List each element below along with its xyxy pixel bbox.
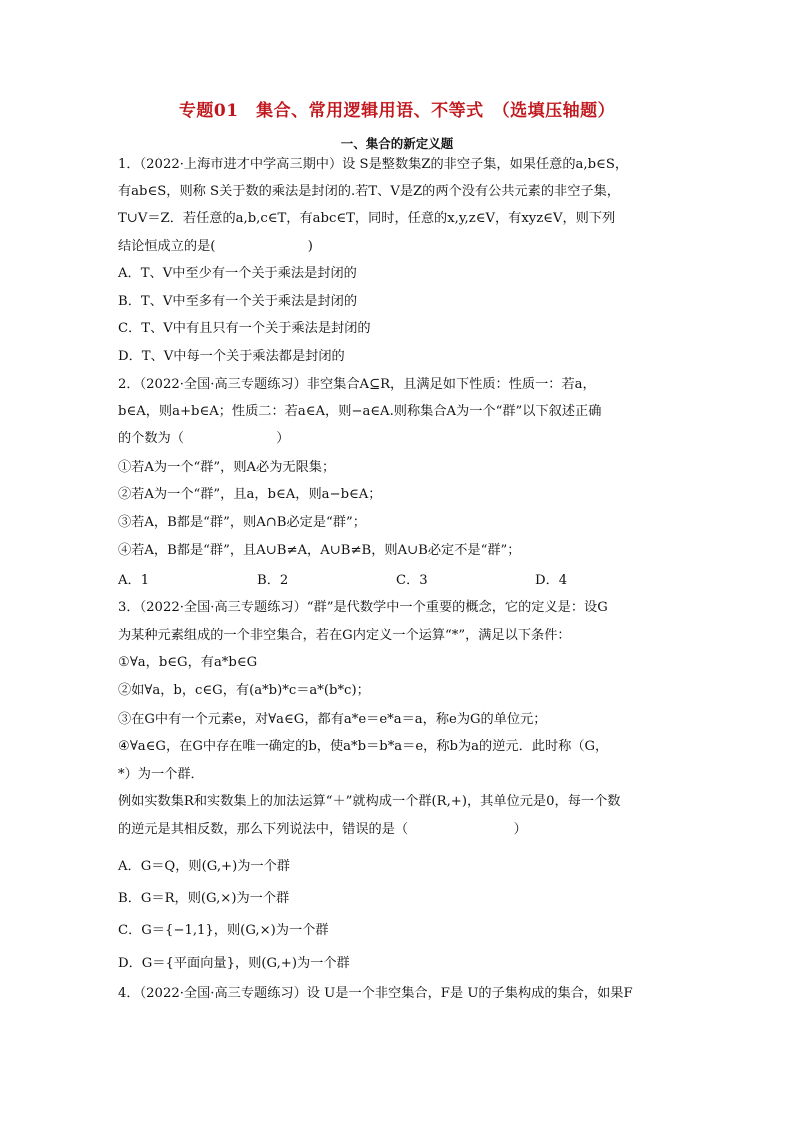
q3-option-b: B．G＝R，则(G,×)为一个群 xyxy=(118,891,290,906)
q2-line-2: b∈A，则a+b∈A；性质二：若a∈A，则−a∈A.则称集合A为一个“群”以下叙述正确 xyxy=(118,404,602,419)
q3-option-c: C．G＝{−1,1}，则(G,×)为一个群 xyxy=(118,923,329,938)
q1-line-1: 1．（2022·上海市进才中学高三期中）设 S是整数集Z的非空子集，如果任意的a,b∈S， xyxy=(118,157,629,172)
q2-option-c: C．3 xyxy=(396,573,428,588)
q2-option-a: A．1 xyxy=(118,573,150,588)
q1-option-b: B．T、V中至多有一个关于乘法是封闭的 xyxy=(118,294,358,309)
q1-option-d: D．T、V中每一个关于乘法都是封闭的 xyxy=(118,349,345,364)
q2-option-d: D．4 xyxy=(535,573,568,588)
q3-line-1: 3．（2022·全国·高三专题练习）“群”是代数学中一个重要的概念，它的定义是：设G xyxy=(118,600,608,615)
q4-line-1: 4．（2022·全国·高三专题练习）设 U是一个非空集合，F是 U的子集构成的集合，如果F xyxy=(118,986,633,1001)
q2-line-1: 2．（2022·全国·高三专题练习）非空集合A⊆R，且满足如下性质：性质一：若a， xyxy=(118,377,596,392)
q2-statement-1: ①若A为一个“群”，则A必为无限集； xyxy=(118,460,336,475)
q3-line-2: 为某种元素组成的一个非空集合，若在G内定义一个运算“*”，满足以下条件： xyxy=(118,628,571,643)
q2-option-b: B．2 xyxy=(257,573,289,588)
q3-condition-4: ④∀a∈G，在G中存在唯一确定的b，使a*b＝b*a＝e，称b为a的逆元．此时称（G， xyxy=(118,739,609,754)
q3-line-9: 的逆元是其相反数，那么下列说法中，错误的是（ ） xyxy=(118,822,527,837)
q1-line-3: T∪V＝Z．若任意的a,b,c∈T，有abc∈T，同时，任意的x,y,z∈V，有xyz∈V，则下列 xyxy=(118,211,616,226)
q3-option-d: D．G＝{平面向量}，则(G,+)为一个群 xyxy=(118,956,350,971)
q1-line-2: 有ab∈S，则称 S关于数的乘法是封闭的.若T、V是Z的两个没有公共元素的非空子集， xyxy=(118,184,620,199)
q3-condition-3: ③在G中有一个元素e，对∀a∈G，都有a*e＝e*a＝a，称e为G的单位元； xyxy=(118,712,547,727)
q3-option-a: A．G＝Q，则(G,+)为一个群 xyxy=(118,859,290,874)
q1-option-a: A．T、V中至少有一个关于乘法是封闭的 xyxy=(118,266,357,281)
q1-option-c: C．T、V中有且只有一个关于乘法是封闭的 xyxy=(118,321,371,336)
q3-line-7: *）为一个群． xyxy=(118,767,204,782)
page-title: 专题01 集合、常用逻辑用语、不等式 （选填压轴题） xyxy=(178,101,616,121)
q3-line-8: 例如实数集R和实数集上的加法运算“＋”就构成一个群(R,+)，其单位元是0，每一个数 xyxy=(118,794,621,809)
q2-statement-3: ③若A，B都是“群”，则A∩B必定是“群”； xyxy=(118,515,366,530)
q2-line-3: 的个数为（ ） xyxy=(118,431,290,446)
q2-statement-4: ④若A，B都是“群”，且A∪B≠A，A∪B≠B，则A∪B必定不是“群”； xyxy=(118,543,521,558)
q2-statement-2: ②若A为一个“群”，且a，b∈A，则a−b∈A； xyxy=(118,487,382,502)
q3-condition-1: ①∀a，b∈G，有a*b∈G xyxy=(118,655,258,670)
section-heading: 一、集合的新定义题 xyxy=(340,136,454,151)
q3-condition-2: ②如∀a，b，c∈G，有(a*b)*c＝a*(b*c)； xyxy=(118,683,370,698)
q1-line-4: 结论恒成立的是( ) xyxy=(118,239,313,254)
